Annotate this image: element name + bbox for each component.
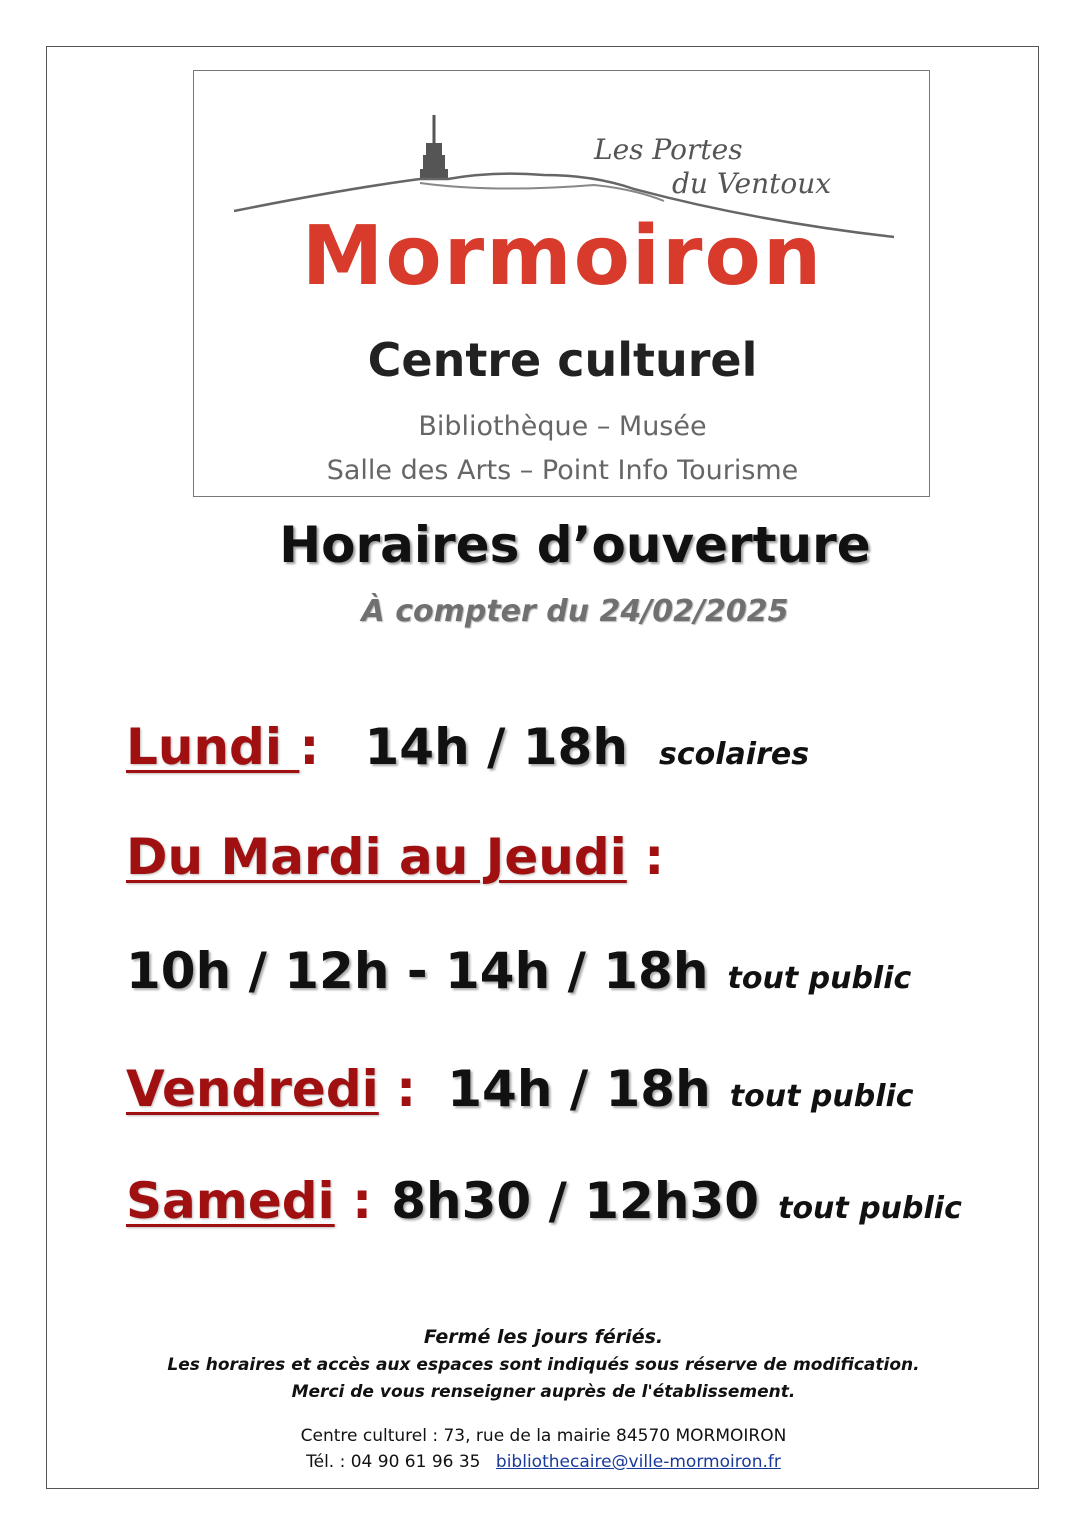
effective-date: À compter du 24/02/2025 xyxy=(361,594,789,629)
day-friday: Vendredi xyxy=(126,1060,379,1118)
contact-line xyxy=(0,1452,1087,1472)
logo-services-line2: Salle des Arts – Point Info Tourisme xyxy=(326,455,799,486)
closed-notice: Fermé les jours fériés. xyxy=(423,1326,664,1348)
logo-tagline-line1: Les Portes xyxy=(594,133,743,166)
colon: : xyxy=(626,828,665,886)
logo-tagline xyxy=(594,133,884,201)
logo-services-line1: Bibliothèque – Musée xyxy=(418,411,707,442)
audience-tue-thu: tout public xyxy=(727,961,912,996)
logo-town-name: Mormoiron xyxy=(301,209,824,304)
logo-tagline-line2: du Ventoux xyxy=(672,167,832,200)
schedule-row-saturday xyxy=(126,1172,962,1230)
hours-saturday: 8h30 / 12h30 xyxy=(391,1172,760,1230)
colon: : xyxy=(334,1172,373,1230)
hours-friday: 14h / 18h xyxy=(447,1060,711,1118)
logo-subtitle: Centre culturel xyxy=(367,333,758,387)
day-monday: Lundi xyxy=(126,718,300,776)
hours-tue-thu: 10h / 12h - 14h / 18h xyxy=(126,942,709,1000)
colon: : xyxy=(378,1060,417,1118)
page-title: Horaires d’ouverture xyxy=(279,516,871,574)
audience-monday: scolaires xyxy=(659,737,810,772)
audience-friday: tout public xyxy=(729,1079,914,1114)
contact-hint: Merci de vous renseigner auprès de l'établissement. xyxy=(291,1382,796,1402)
day-saturday: Samedi xyxy=(126,1172,335,1230)
schedule-row-friday xyxy=(126,1060,914,1118)
schedule-row-tue-thu xyxy=(126,828,664,886)
change-notice: Les horaires et accès aux espaces sont indiqués sous réserve de modification. xyxy=(167,1355,920,1375)
logo xyxy=(193,70,930,497)
schedule-row-tue-thu-hours xyxy=(126,942,911,1000)
audience-saturday: tout public xyxy=(778,1191,962,1226)
hours-monday: 14h / 18h xyxy=(364,718,628,776)
schedule-row-monday xyxy=(126,718,809,776)
phone: Tél. : 04 90 61 96 35 xyxy=(306,1452,481,1472)
day-tue-thu: Du Mardi au Jeudi xyxy=(126,828,627,886)
colon: : xyxy=(299,718,320,776)
address: Centre culturel : 73, rue de la mairie 84570 MORMOIRON xyxy=(300,1426,787,1446)
email-link[interactable]: bibliothecaire@ville-mormoiron.fr xyxy=(495,1452,781,1472)
